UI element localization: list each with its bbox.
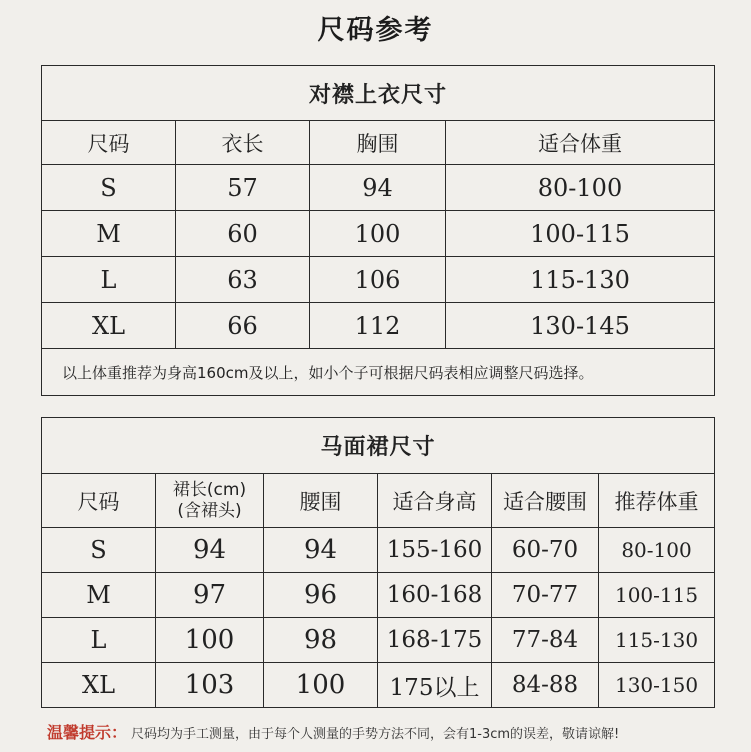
length-cell: 97 — [156, 573, 264, 618]
table-row — [42, 663, 715, 708]
waist-cell: 100 — [264, 663, 378, 708]
length-cell: 60 — [176, 211, 310, 257]
header-skirt-length-line2: (含裙头) — [177, 500, 242, 521]
length-cell: 66 — [176, 303, 310, 349]
height-cell: 175以上 — [378, 663, 492, 708]
header-size: 尺码 — [42, 474, 156, 528]
skirt-size-table — [41, 417, 715, 708]
table-row — [42, 303, 715, 349]
length-cell: 100 — [156, 618, 264, 663]
top-size-table — [41, 65, 715, 396]
length-cell: 94 — [156, 528, 264, 573]
table-row — [42, 211, 715, 257]
table-row — [42, 165, 715, 211]
chest-cell: 94 — [310, 165, 446, 211]
footer-note — [47, 720, 619, 743]
footer-lead: 温馨提示： — [47, 723, 128, 742]
header-fit-waist: 适合腰围 — [492, 474, 599, 528]
size-cell: XL — [42, 303, 176, 349]
size-cell: S — [42, 528, 156, 573]
size-cell: M — [42, 211, 176, 257]
fit-waist-cell: 60-70 — [492, 528, 599, 573]
height-cell: 160-168 — [378, 573, 492, 618]
header-skirt-length-line1: 裙长(cm) — [172, 479, 247, 500]
table-row — [42, 618, 715, 663]
table-row — [42, 528, 715, 573]
header-size: 尺码 — [42, 121, 176, 165]
header-recommended-weight: 推荐体重 — [599, 474, 715, 528]
weight-cell: 130-145 — [446, 303, 715, 349]
header-length: 衣长 — [176, 121, 310, 165]
weight-note: 以上体重推荐为身高160cm及以上，如小个子可根据尺码表相应调整尺码选择。 — [42, 349, 715, 396]
chest-cell: 112 — [310, 303, 446, 349]
length-cell: 57 — [176, 165, 310, 211]
height-cell: 155-160 — [378, 528, 492, 573]
size-cell: S — [42, 165, 176, 211]
top-table-caption: 对襟上衣尺寸 — [42, 66, 715, 121]
skirt-table-caption: 马面裙尺寸 — [42, 418, 715, 474]
length-cell: 103 — [156, 663, 264, 708]
chest-cell: 106 — [310, 257, 446, 303]
chest-cell: 100 — [310, 211, 446, 257]
weight-cell: 115-130 — [599, 618, 715, 663]
header-skirt-length — [156, 474, 264, 528]
page-title: 尺码参考 — [317, 15, 434, 46]
fit-waist-cell: 84-88 — [492, 663, 599, 708]
size-cell: L — [42, 618, 156, 663]
footer-text: 尺码均为手工测量，由于每个人测量的手势方法不同，会有1-3cm的误差，敬请谅解! — [131, 727, 620, 742]
weight-cell: 80-100 — [446, 165, 715, 211]
size-cell: M — [42, 573, 156, 618]
table-row — [42, 257, 715, 303]
header-fit-weight: 适合体重 — [446, 121, 715, 165]
size-cell: XL — [42, 663, 156, 708]
length-cell: 63 — [176, 257, 310, 303]
size-cell: L — [42, 257, 176, 303]
height-cell: 168-175 — [378, 618, 492, 663]
weight-cell: 115-130 — [446, 257, 715, 303]
weight-cell: 80-100 — [599, 528, 715, 573]
header-waist: 腰围 — [264, 474, 378, 528]
table-row — [42, 573, 715, 618]
waist-cell: 96 — [264, 573, 378, 618]
waist-cell: 98 — [264, 618, 378, 663]
header-chest: 胸围 — [310, 121, 446, 165]
weight-cell: 130-150 — [599, 663, 715, 708]
header-fit-height: 适合身高 — [378, 474, 492, 528]
fit-waist-cell: 70-77 — [492, 573, 599, 618]
weight-cell: 100-115 — [599, 573, 715, 618]
waist-cell: 94 — [264, 528, 378, 573]
weight-cell: 100-115 — [446, 211, 715, 257]
fit-waist-cell: 77-84 — [492, 618, 599, 663]
